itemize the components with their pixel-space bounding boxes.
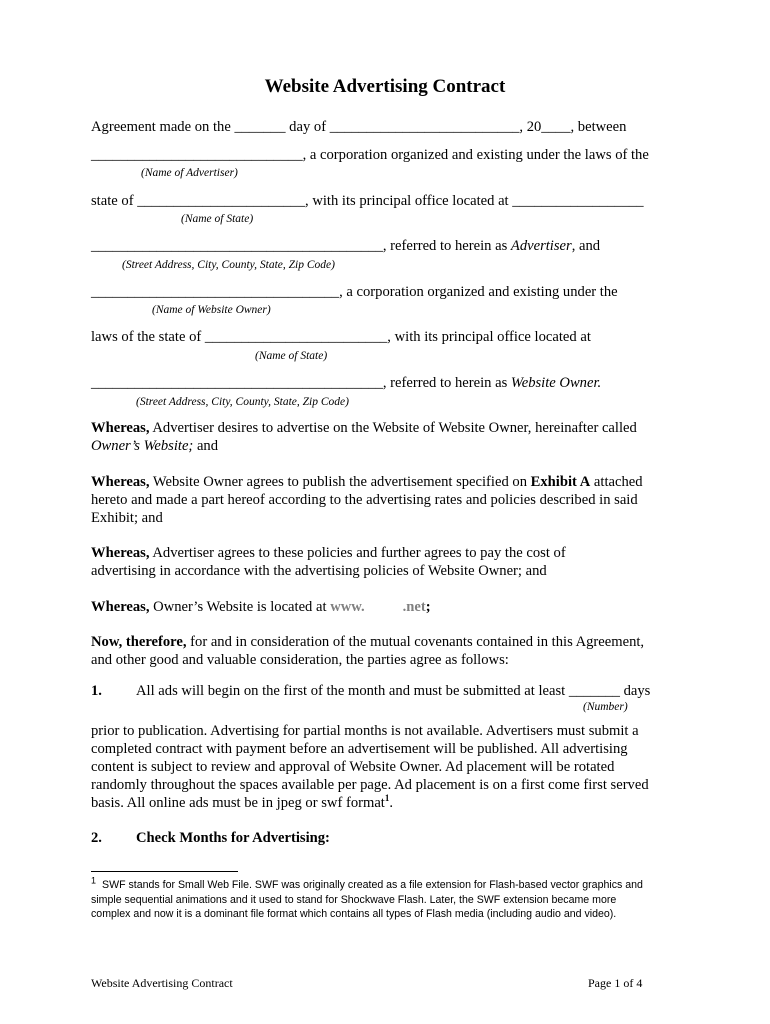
- whereas-2-line-2: hereto and made a part hereof according to the advertising rates and policies described in said: [91, 492, 638, 508]
- footer-page-number: Page 1 of 4: [588, 976, 643, 990]
- section-1-para-5-end: .: [389, 795, 394, 811]
- footnote-mark: 1: [91, 875, 97, 886]
- intro-line-3: state of _______________________, with its principal office located at __________________: [91, 193, 644, 209]
- footer-title: Website Advertising Contract: [91, 976, 233, 990]
- now-therefore-line-1: [91, 633, 644, 651]
- website-owner-term: Website Owner.: [510, 375, 602, 391]
- whereas-2-text: Website Owner agrees to publish the advertisement specified on: [149, 474, 531, 490]
- section-1-para-1: prior to publication. Advertising for partial months is not available. Advertisers must submit a: [91, 723, 639, 739]
- section-1-num: 1.: [91, 683, 102, 699]
- footnote-line-3: complex and now it is a dominant file format which contains all types of Flash media (including audio and video).: [91, 908, 617, 920]
- whereas-2-line-3: Exhibit; and: [91, 510, 163, 526]
- exhibit-a-term: Exhibit A: [530, 474, 591, 490]
- caption-name-of-state-2: (Name of State): [255, 350, 328, 362]
- whereas-label: Whereas,: [91, 599, 150, 615]
- intro-line-2: _____________________________, a corporation organized and existing under the laws of the: [91, 147, 649, 163]
- whereas-1-line-1: [91, 419, 637, 437]
- section-2-heading: [136, 829, 330, 847]
- caption-number: (Number): [583, 701, 628, 713]
- whereas-4-text: Owner’s Website is located at: [149, 599, 331, 615]
- whereas-2-line-1: [91, 473, 643, 491]
- section-1-para-5: [91, 794, 393, 812]
- whereas-3-text: Advertiser agrees to these policies and further agrees to pay the cost of: [149, 545, 566, 561]
- section-1-para-4: randomly throughout the spaces available per page. Ad placement is on a first come first served: [91, 777, 649, 793]
- section-1-line: All ads will begin on the first of the month and must be submitted at least _______ days: [136, 683, 651, 699]
- footnote-reference[interactable]: 1: [384, 793, 390, 804]
- whereas-1-end: and: [193, 438, 219, 454]
- intro-line-6: laws of the state of _________________________, with its principal office located at: [91, 329, 591, 345]
- advertiser-term: Advertiser: [510, 238, 572, 254]
- whereas-label: Whereas,: [91, 545, 150, 561]
- website-url-suffix: .net: [402, 599, 426, 615]
- whereas-label: Whereas,: [91, 474, 150, 490]
- whereas-4-end: ;: [425, 599, 431, 615]
- section-2-num: 2.: [91, 830, 102, 846]
- owners-website-term: Owner’s Website;: [91, 438, 194, 454]
- whereas-label: Whereas,: [91, 420, 150, 436]
- whereas-3-line-2: advertising in accordance with the advertising policies of Website Owner; and: [91, 563, 547, 579]
- whereas-2-attached: attached: [590, 474, 643, 490]
- caption-name-of-website-owner: (Name of Website Owner): [152, 304, 271, 316]
- caption-street-address-1: (Street Address, City, County, State, Zip Code): [122, 259, 335, 271]
- section-2-number: [91, 829, 102, 847]
- website-url-prefix: www.: [330, 599, 365, 615]
- footnote-separator: [91, 871, 238, 872]
- intro-line-1: Agreement made on the _______ day of __________________________, 20____, between: [91, 119, 627, 135]
- whereas-1-line-2: [91, 437, 218, 455]
- now-therefore-text: for and in consideration of the mutual covenants contained in this Agreement,: [186, 634, 645, 650]
- intro-line-4: [91, 237, 600, 255]
- footnote-text-1: SWF stands for Small Web File. SWF was originally created as a file extension for Flash-based vector graphics and: [102, 879, 643, 891]
- intro-line-4-text: ________________________________________, referred to herein as: [91, 238, 511, 254]
- document-title: Website Advertising Contract: [264, 76, 506, 97]
- intro-line-7-text: ________________________________________, referred to herein as: [91, 375, 511, 391]
- section-2-heading-text: Check Months for Advertising:: [136, 830, 330, 846]
- intro-line-7: [91, 374, 601, 392]
- whereas-3-line-1: [91, 544, 566, 562]
- footnote-line-1: [91, 875, 643, 893]
- footnote-line-2: simple sequential animations and it used to stand for Shockwave Flash. Later, the SWF extension became more: [91, 894, 617, 906]
- section-1-number: [91, 682, 102, 700]
- now-therefore-line-2: and other good and valuable consideration, the parties agree as follows:: [91, 652, 509, 668]
- whereas-1-text: Advertiser desires to advertise on the Website of Website Owner, hereinafter called: [149, 420, 637, 436]
- caption-name-of-state-1: (Name of State): [181, 213, 254, 225]
- intro-line-4-end: , and: [571, 238, 601, 254]
- caption-name-of-advertiser: (Name of Advertiser): [141, 167, 238, 179]
- now-therefore-label: Now, therefore,: [91, 634, 187, 650]
- section-1-para-2: completed contract with payment before an advertisement will be published. All advertising: [91, 741, 628, 757]
- caption-street-address-2: (Street Address, City, County, State, Zip Code): [136, 396, 349, 408]
- whereas-4-line: [91, 598, 431, 616]
- intro-line-5: __________________________________, a corporation organized and existing under the: [91, 284, 618, 300]
- section-1-para-3: content is subject to review and approval of Website Owner. Ad placement will be rotated: [91, 759, 615, 775]
- section-1-para-5-text: basis. All online ads must be in jpeg or swf format: [91, 795, 385, 811]
